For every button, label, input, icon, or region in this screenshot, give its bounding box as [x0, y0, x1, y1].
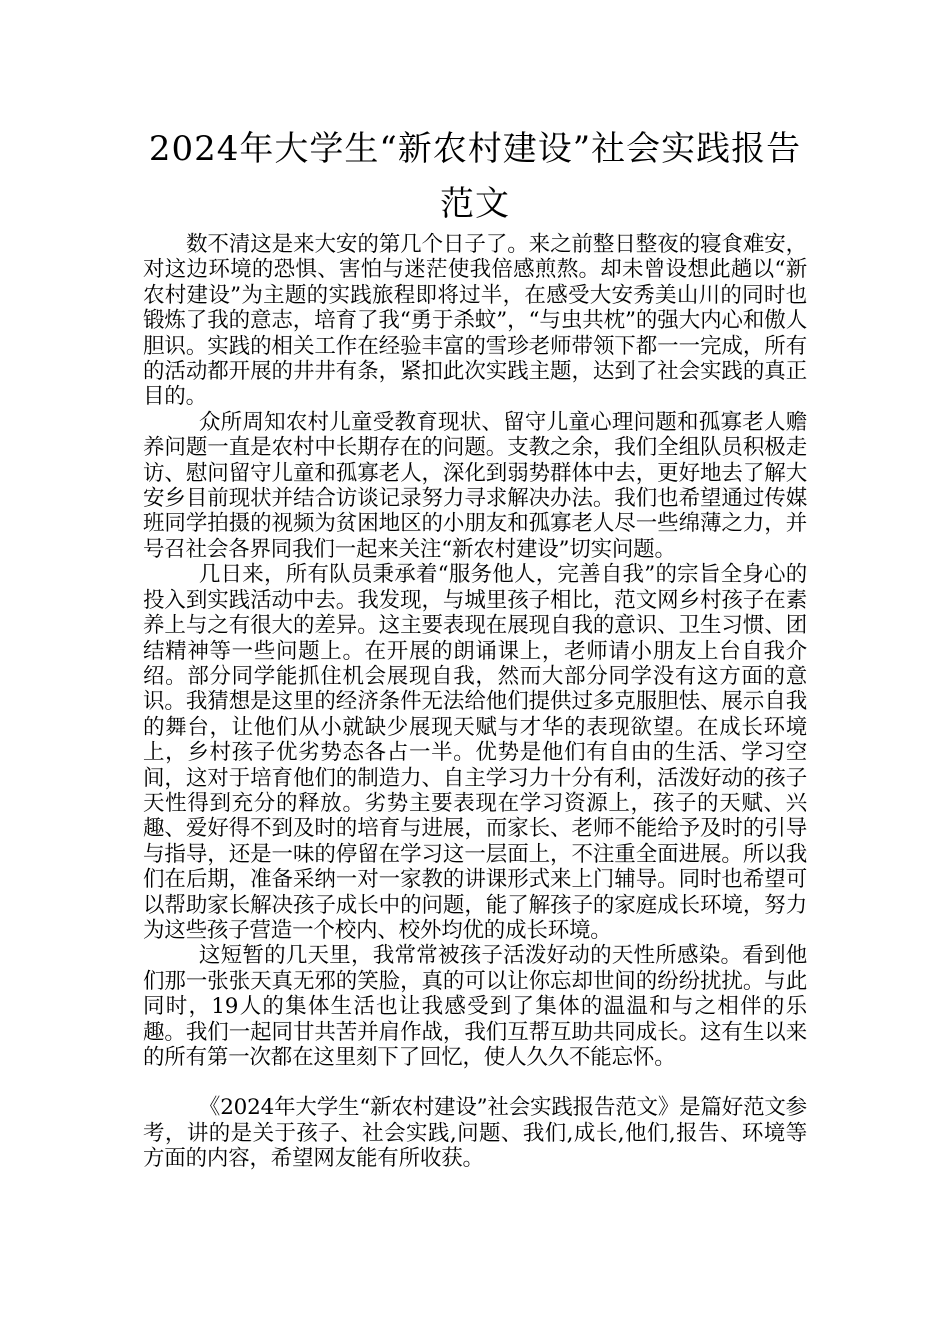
paragraph-spacer	[143, 1070, 807, 1095]
paragraph-2: 众所周知农村儿童受教育现状、留守儿童心理问题和孤寡老人赡养问题一直是农村中长期存在的问题。支教之余，我们全组队员积极走访、慰问留守儿童和孤寡老人，深化到弱势群体中去，更好地去了解大安乡目前现状并结合访谈记录努力寻求解决办法。我们也希望通过传媒班同学拍摄的视频为贫困地区的小朋友和孤寡老人尽一些绵薄之力，并号召社会各界同我们一起来关注“新农村建设”切实问题。	[143, 409, 807, 562]
document-title: 2024年大学生“新农村建设”社会实践报告范文	[148, 129, 802, 224]
paragraph-1: 数不清这是来大安的第几个日子了。来之前整日整夜的寝食难安，对这边环境的恐惧、害怕与迷茫使我倍感煎熬。却未曾设想此趟以“新农村建设”为主题的实践旅程即将过半，在感受大安秀美山川的同时也锻炼了我的意志，培育了我“勇于杀蚊”，“与虫共枕”的强大内心和傲人胆识。实践的相关工作在经验丰富的雪珍老师带领下都一一完成，所有的活动都开展的井井有条，紧扣此次实践主题，达到了社会实践的真正目的。	[143, 232, 807, 410]
document-page	[143, 122, 807, 1172]
summary-paragraph: 《2024年大学生“新农村建设”社会实践报告范文》是篇好范文参考，讲的是关于孩子、社会实践,问题、我们,成长,他们,报告、环境等方面的内容，希望网友能有所收获。	[143, 1095, 807, 1172]
paragraph-3: 几日来，所有队员秉承着“服务他人，完善自我”的宗旨全身心的投入到实践活动中去。我发现，与城里孩子相比，范文网乡村孩子在素养上与之有很大的差异。这主要表现在展现自我的意识、卫生习惯、团结精神等一些问题上。在开展的朗诵课上，老师请小朋友上台自我介绍。部分同学能抓住机会展现自我，然而大部分同学没有这方面的意识。我猜想是这里的经济条件无法给他们提供过多克服胆怯、展示自我的舞台，让他们从小就缺少展现天赋与才华的表现欲望。在成长环境上，乡村孩子优劣势态各占一半。优势是他们有自由的生活、学习空间，这对于培育他们的制造力、自主学习力十分有利，活泼好动的孩子天性得到充分的释放。劣势主要表现在学习资源上，孩子的天赋、兴趣、爱好得不到及时的培育与进展，而家长、老师不能给予及时的引导与指导，还是一味的停留在学习这一层面上，不注重全面进展。所以我们在后期，准备采纳一对一家教的讲课形式来上门辅导。同时也希望可以帮助家长解决孩子成长中的问题，能了解孩子的家庭成长环境，努力为这些孩子营造一个校内、校外均优的成长环境。	[143, 562, 807, 943]
paragraph-4: 这短暂的几天里，我常常被孩子活泼好动的天性所感染。看到他们那一张张天真无邪的笑脸，真的可以让你忘却世间的纷纷扰扰。与此同时，19人的集体生活也让我感受到了集体的温温和与之相伴的乐趣。我们一起同甘共苦并肩作战，我们互帮互助共同成长。这有生以来的所有第一次都在这里刻下了回忆，使人久久不能忘怀。	[143, 943, 807, 1070]
